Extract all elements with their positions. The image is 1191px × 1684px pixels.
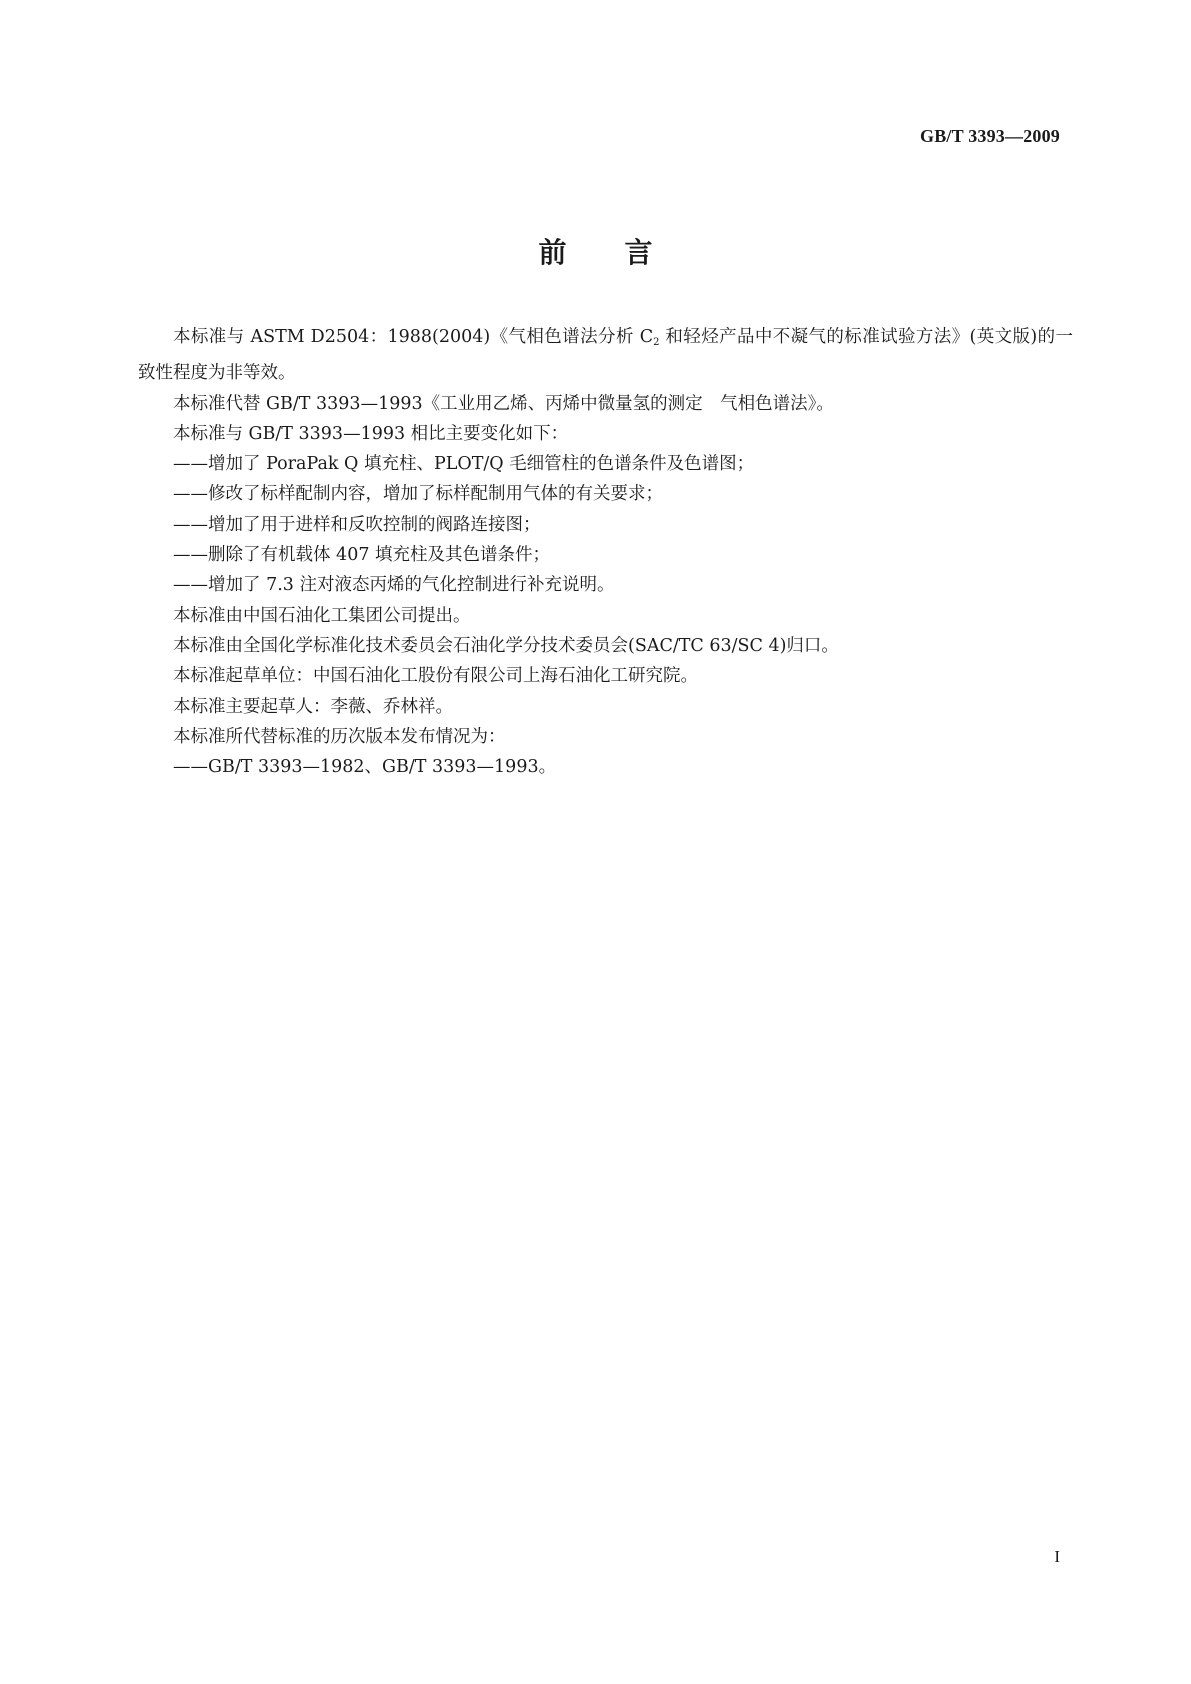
foreword-body [138, 322, 1073, 782]
paragraph-drafting-unit: 本标准起草单位：中国石油化工股份有限公司上海石油化工研究院。 [173, 666, 698, 687]
page-number: I [1054, 1547, 1060, 1566]
paragraph-changes-intro: 本标准与 GB/T 3393—1993 相比主要变化如下： [173, 423, 569, 444]
list-item-change: ——增加了用于进样和反吹控制的阀路连接图； [173, 514, 541, 535]
paragraph-text: 本标准与 ASTM D2504：1988(2004)《气相色谱法分析 C [173, 327, 654, 347]
paragraph-text: 和轻烃产品中不凝气的标准试验方法》(英文版)的一致性程度为非等效。 [138, 327, 1074, 384]
page-title: 前言 [538, 236, 711, 269]
standard-code: GB/T 3393—2009 [920, 126, 1060, 146]
list-item-change: ——删除了有机载体 407 填充柱及其色谱条件； [173, 545, 551, 566]
list-item-change: ——修改了标样配制内容，增加了标样配制用气体的有关要求； [173, 484, 663, 505]
paragraph-committee: 本标准由全国化学标准化技术委员会石油化学分技术委员会(SAC/TC 63/SC 4)归口。 [173, 635, 839, 656]
paragraph-history-intro: 本标准所代替标准的历次版本发布情况为： [173, 726, 506, 747]
paragraph-equivalence [138, 322, 1073, 389]
paragraph-drafters: 本标准主要起草人：李薇、乔林祥。 [173, 696, 453, 717]
paragraph-replaces: 本标准代替 GB/T 3393—1993《工业用乙烯、丙烯中微量氢的测定 气相色谱法》。 [173, 393, 834, 414]
list-item-change: ——增加了 7.3 注对液态丙烯的气化控制进行补充说明。 [173, 575, 615, 596]
list-item-history: ——GB/T 3393—1982、GB/T 3393—1993。 [173, 757, 557, 778]
paragraph-proposer: 本标准由中国石油化工集团公司提出。 [173, 605, 471, 626]
list-item-change: ——增加了 PoraPak Q 填充柱、PLOT/Q 毛细管柱的色谱条件及色谱图； [173, 454, 755, 475]
subscript: 2 [653, 337, 660, 348]
